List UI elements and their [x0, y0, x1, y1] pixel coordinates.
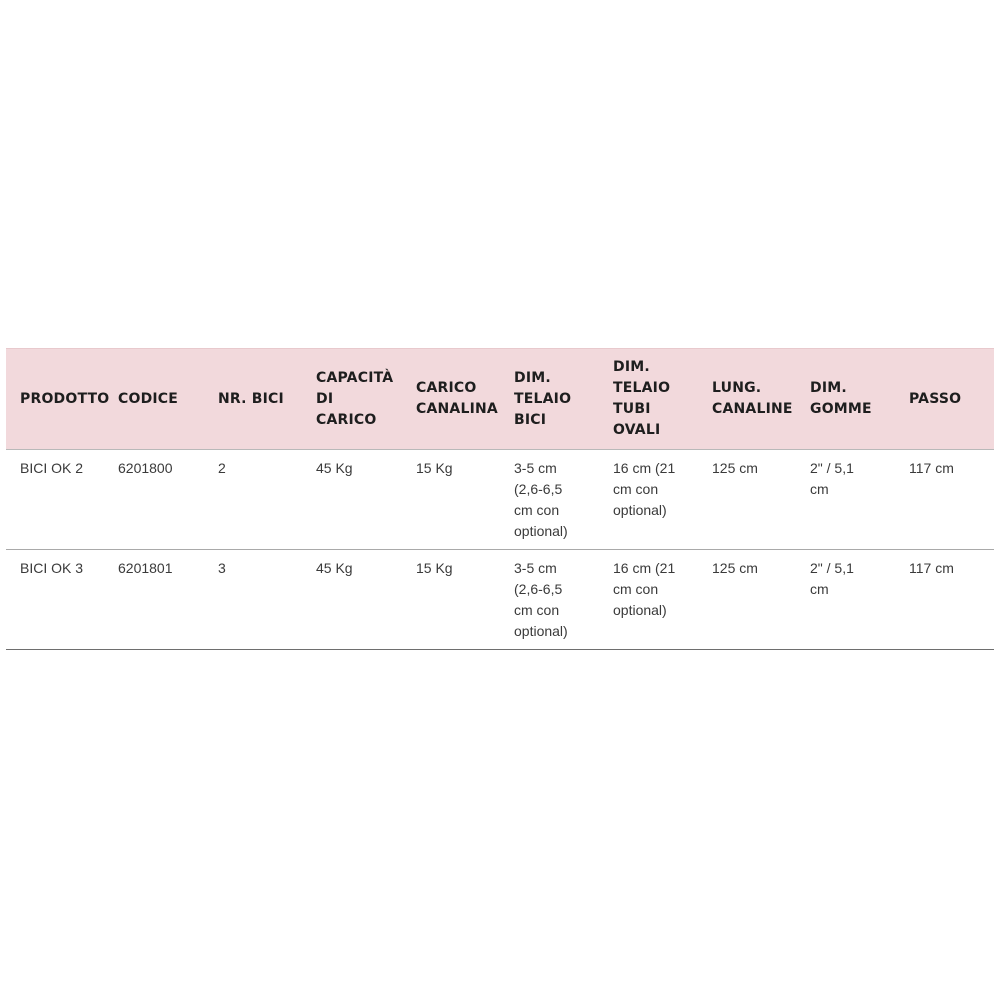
table-header: [6, 349, 994, 450]
cell-dim-telaio-tubi-ovali: 16 cm (21 cm con optional): [599, 450, 698, 550]
cell-codice: 6201800: [104, 450, 204, 550]
column-header-passo: PASSO: [895, 349, 994, 450]
column-header-lung-canaline: LUNG. CANALINE: [698, 349, 796, 450]
column-header-dim-telaio-tubi-ovali: DIM. TELAIO TUBI OVALI: [599, 349, 698, 450]
column-header-dim-telaio-bici: DIM. TELAIO BICI: [500, 349, 599, 450]
column-header-carico-canalina: CARICO CANALINA: [402, 349, 500, 450]
header-row: [6, 349, 994, 450]
column-header-prodotto: PRODOTTO: [6, 349, 104, 450]
cell-dim-telaio-bici: 3-5 cm (2,6-6,5 cm con optional): [500, 550, 599, 650]
cell-capacita-di-carico: 45 Kg: [302, 450, 402, 550]
table-row: [6, 450, 994, 550]
cell-carico-canalina: 15 Kg: [402, 450, 500, 550]
cell-nr-bici: 2: [204, 450, 302, 550]
cell-prodotto: BICI OK 2: [6, 450, 104, 550]
cell-capacita-di-carico: 45 Kg: [302, 550, 402, 650]
cell-carico-canalina: 15 Kg: [402, 550, 500, 650]
cell-dim-telaio-tubi-ovali: 16 cm (21 cm con optional): [599, 550, 698, 650]
column-header-nr-bici: NR. BICI: [204, 349, 302, 450]
table-body: [6, 450, 994, 650]
column-header-capacita-di-carico: CAPACITÀ DI CARICO: [302, 349, 402, 450]
table-row: [6, 550, 994, 650]
cell-passo: 117 cm: [895, 450, 994, 550]
cell-nr-bici: 3: [204, 550, 302, 650]
column-header-codice: CODICE: [104, 349, 204, 450]
cell-dim-gomme: 2" / 5,1 cm: [796, 450, 895, 550]
cell-passo: 117 cm: [895, 550, 994, 650]
cell-codice: 6201801: [104, 550, 204, 650]
product-spec-table: [6, 348, 994, 650]
cell-prodotto: BICI OK 3: [6, 550, 104, 650]
cell-dim-telaio-bici: 3-5 cm (2,6-6,5 cm con optional): [500, 450, 599, 550]
product-spec-table-container: [6, 348, 994, 650]
column-header-dim-gomme: DIM. GOMME: [796, 349, 895, 450]
cell-lung-canaline: 125 cm: [698, 450, 796, 550]
cell-dim-gomme: 2" / 5,1 cm: [796, 550, 895, 650]
cell-lung-canaline: 125 cm: [698, 550, 796, 650]
